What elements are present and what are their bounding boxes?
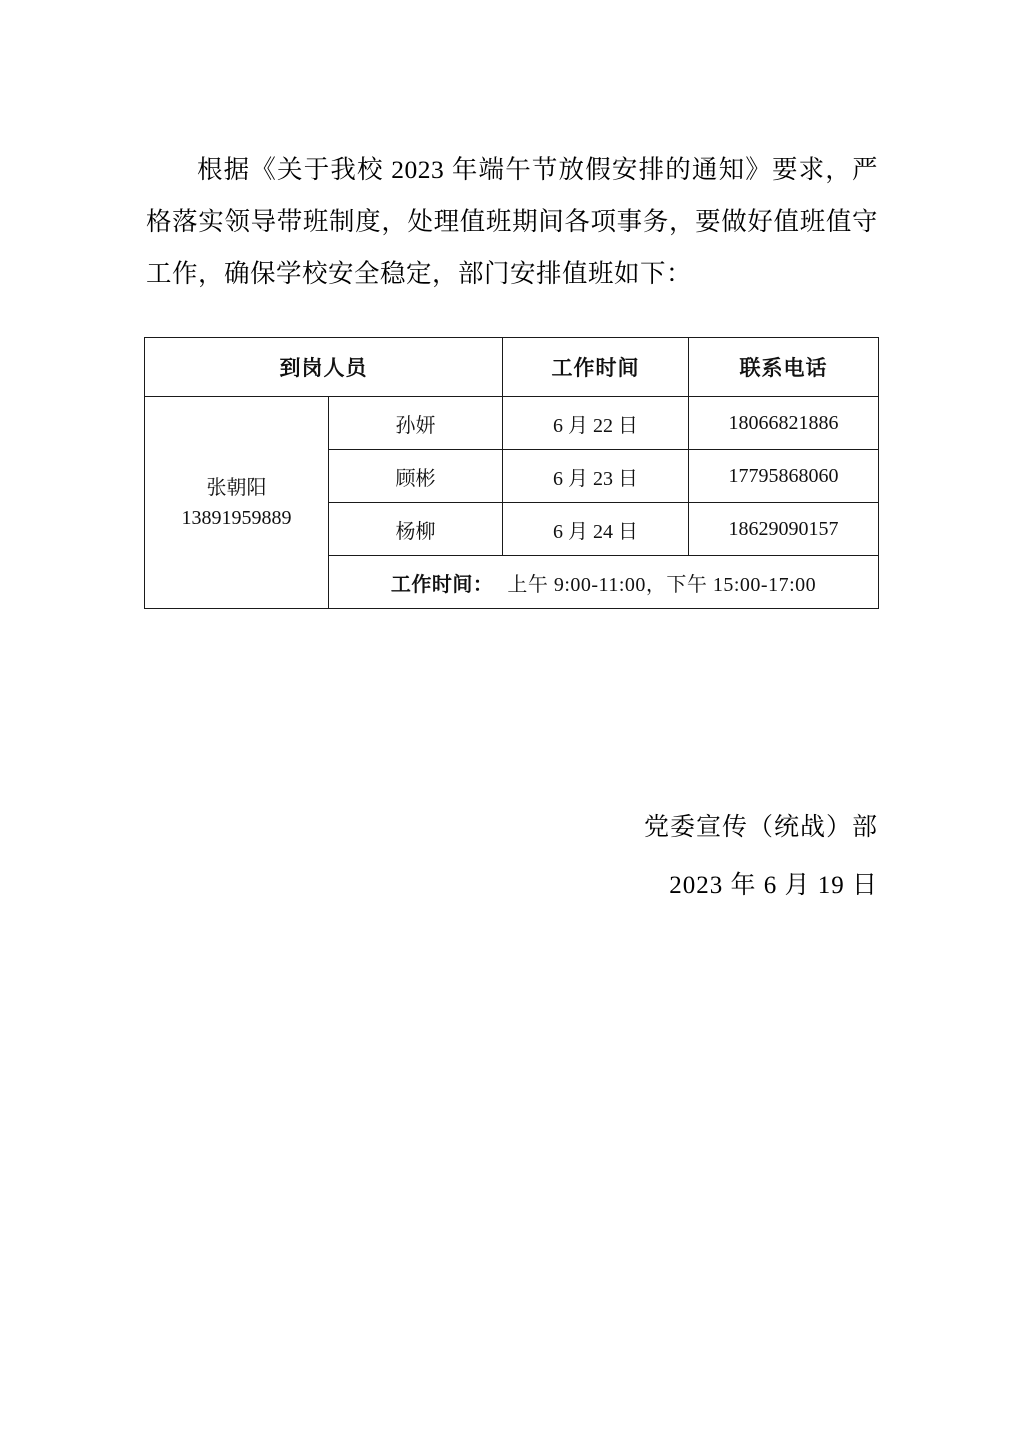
row-date: 6 月 22 日 <box>503 397 689 450</box>
signature-department: 党委宣传（统战）部 <box>643 814 878 841</box>
table-header-row <box>145 338 879 397</box>
row-date: 6 月 23 日 <box>503 450 689 503</box>
column-header-staff: 到岗人员 <box>145 338 503 397</box>
row-phone: 18066821886 <box>689 397 879 450</box>
row-phone: 17795868060 <box>689 450 879 503</box>
row-person: 孙妍 <box>329 397 503 450</box>
row-person: 顾彬 <box>329 450 503 503</box>
row-date: 6 月 24 日 <box>503 503 689 556</box>
duty-schedule-table <box>144 337 879 609</box>
work-hours-label: 工作时间： <box>390 573 494 596</box>
table-row <box>145 397 879 450</box>
row-phone: 18629090157 <box>689 503 879 556</box>
work-hours-value: 上午 9:00-11:00，下午 15:00-17:00 <box>507 573 817 596</box>
column-header-work-time: 工作时间 <box>503 338 689 397</box>
signature-date: 2023 年 6 月 19 日 <box>669 872 878 899</box>
leader-name: 张朝阳 <box>206 476 267 499</box>
row-person: 杨柳 <box>329 503 503 556</box>
body-paragraph: 根据《关于我校 2023 年端午节放假安排的通知》要求，严格落实领导带班制度，处理值班期间各项事务，要做好值班值守工作，确保学校安全稳定，部门安排值班如下： <box>146 154 878 288</box>
leader-phone: 13891959889 <box>181 506 292 529</box>
leader-cell <box>145 397 329 609</box>
work-hours-cell <box>329 556 879 609</box>
column-header-phone: 联系电话 <box>689 338 879 397</box>
